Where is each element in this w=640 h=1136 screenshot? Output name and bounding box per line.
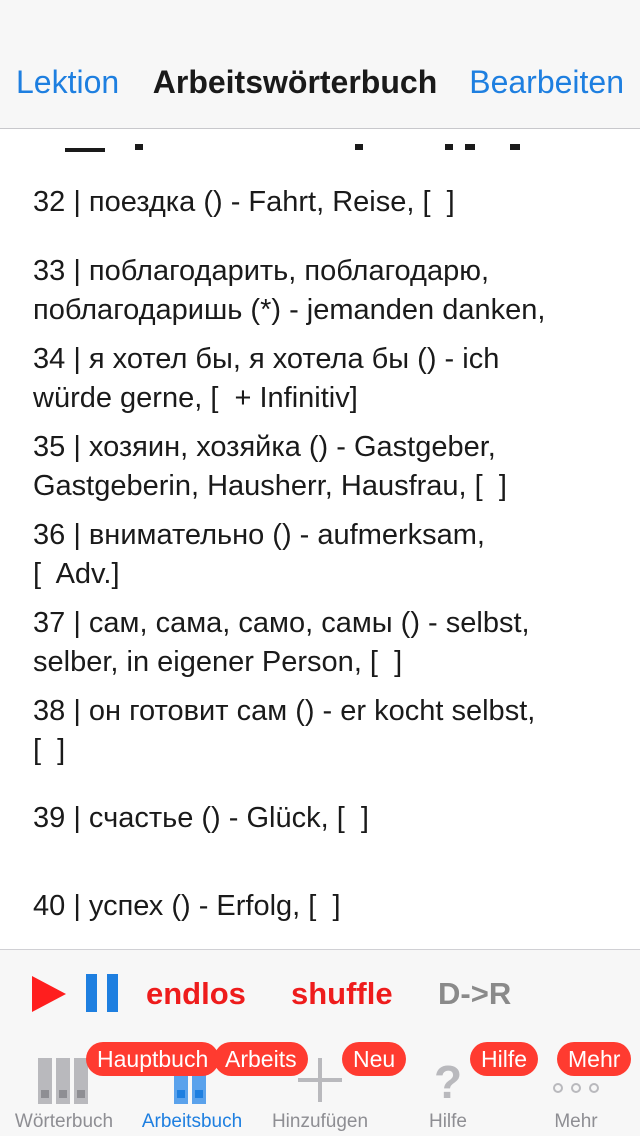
list-item[interactable]: 35 | хозяин, хозяйка () - Gastgeber, Gastgeberin, Hausherr, Hausfrau, [ ] [33,431,507,502]
page-title: Arbeitswörterbuch [152,64,438,100]
tab-label: Wörterbuch [14,1111,114,1132]
badge-neu[interactable]: Neu [342,1042,406,1076]
books-icon [38,1052,90,1104]
back-button-lektion[interactable]: Lektion [16,64,120,100]
svg-text:?: ? [433,1056,463,1104]
badge-arbeits[interactable]: Arbeits [214,1042,308,1076]
list-item[interactable]: 33 | поблагодарить, поблагодарю, поблагодаришь (*) - jemanden danken, [33,255,546,326]
list-item[interactable]: 37 | сам, сама, само, самы () - selbst, selber, in eigener Person, [ ] [33,607,530,678]
list-item[interactable]: 39 | счастье () - Glück, [ ] [33,802,369,834]
list-item[interactable]: 40 | успех () - Erfolg, [ ] [33,890,341,922]
question-icon [422,1052,474,1104]
list-item[interactable]: 34 | я хотел бы, я хотела бы () - ich würde gerne, [ + Infinitiv] [33,343,500,414]
list-item[interactable]: 36 | внимательно () - aufmerksam, [ Adv.] [33,519,485,590]
pause-icon[interactable] [86,974,118,1012]
navigation-bar [0,0,640,129]
endless-button[interactable]: endlos [146,976,246,1011]
list-item[interactable]: 32 | поездка () - Fahrt, Reise, [ ] [33,186,455,218]
direction-button[interactable]: D->R [438,976,512,1011]
shuffle-button[interactable]: shuffle [291,976,393,1011]
tab-bar [0,1038,640,1136]
badge-mehr[interactable]: Mehr [557,1042,631,1076]
vocabulary-list[interactable] [0,129,640,949]
tab-label: Mehr [554,1111,598,1132]
list-item[interactable]: 38 | он готовит сам () - er kocht selbst, [ ] [33,695,536,766]
tab-label: Arbeitsbuch [141,1111,243,1132]
tab-label: Hinzufügen [271,1111,369,1132]
clipped-text-fragment [65,144,545,174]
tab-label: Hilfe [428,1111,467,1132]
playback-toolbar [0,949,640,1039]
badge-hilfe[interactable]: Hilfe [470,1042,538,1076]
edit-button[interactable]: Bearbeiten [469,64,624,100]
badge-hauptbuch[interactable]: Hauptbuch [86,1042,219,1076]
play-icon[interactable] [32,976,66,1012]
